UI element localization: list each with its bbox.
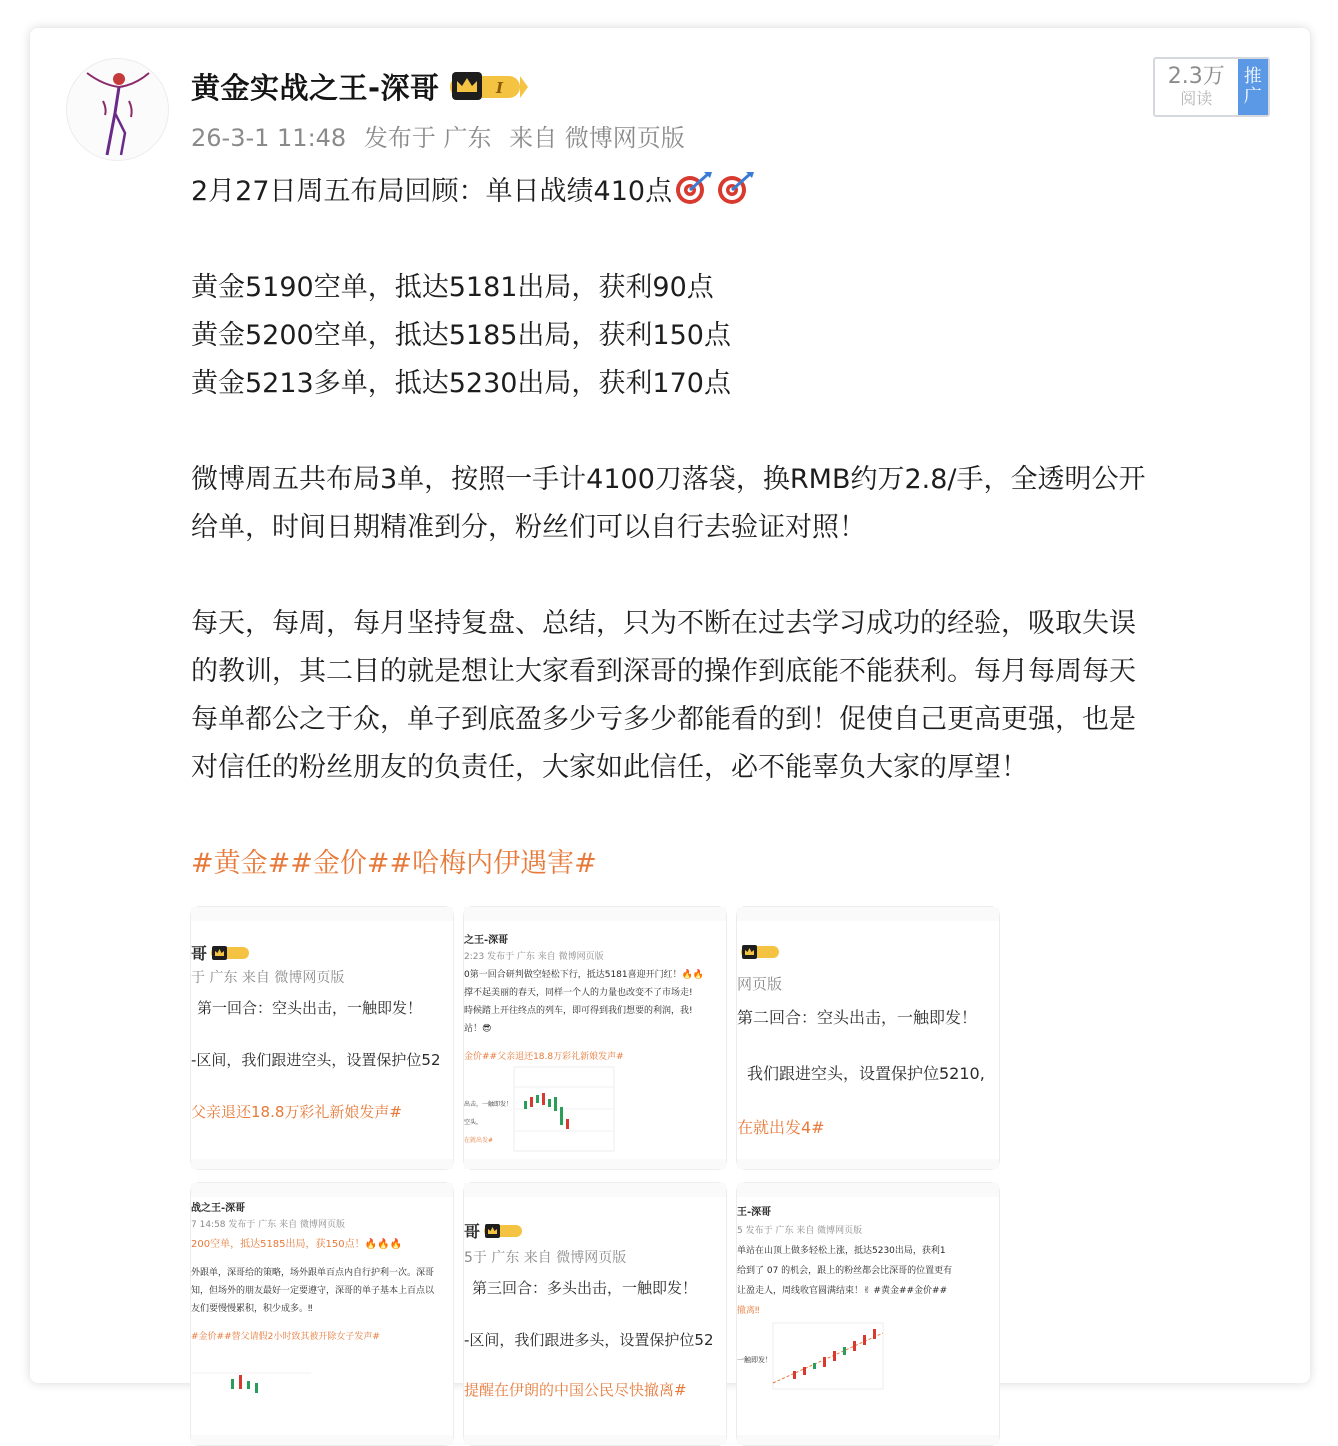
body-line: 微博周五共布局3单，按照一手计4100刀落袋，换RMB约万2.8/手，全透明公开	[191, 464, 1146, 495]
svg-text:I: I	[495, 79, 503, 97]
hashtag-links[interactable]: #黄金##金价##哈梅内伊遇害#	[191, 848, 597, 879]
body-line: 对信任的粉丝朋友的负责任，大家如此信任，必不能辜负大家的厚望！	[191, 752, 1028, 783]
vip-crown-badge-icon	[211, 945, 253, 961]
vip-crown-badge-icon	[484, 1223, 526, 1239]
author-name[interactable]: 黄金实战之王-深哥	[191, 70, 440, 105]
vip-crown-badge-icon	[741, 944, 783, 960]
image-thumbnail[interactable]: 之王-深哥 2:23 发布于 广东 来自 微博网页版 0第一回合研判做空轻松下行，抵达5181喜迎开门红！🔥🔥 撑不起美丽的春天，同样一个人的力量也改变不了市场走! 時候踏上开往终点的列车，即可得到我们想要的利润，我! 站！😎 金价##父亲退还18.8万彩礼新娘发声# 出击，一触即发！ 空头， 在就出发#	[463, 906, 727, 1170]
post-source: 来自 微博网页版	[509, 124, 685, 152]
body-line: 的教训，其二目的就是想让大家看到深哥的操作到底能不能获利。每月每周每天	[191, 656, 1136, 687]
image-thumbnail[interactable]: 哥 5于 广东 来自 微博网页版 第三回合：多头出击，一触即发！ -区间，我们跟进多头，设置保护位52 提醒在伊朗的中国公民尽快撤离#	[463, 1182, 727, 1446]
weibo-post-card	[30, 28, 1310, 1399]
read-count: 2.3万	[1167, 64, 1225, 89]
candlestick-chart-thumbnail	[514, 1067, 614, 1151]
dart-target-icon	[716, 170, 756, 206]
body-line: 黄金5190空单，抵达5181出局，获利90点	[191, 272, 714, 303]
body-line: 黄金5200空单，抵达5185出局，获利150点	[191, 320, 731, 351]
read-count-box	[1153, 57, 1270, 117]
promote-button[interactable]: 推 广	[1238, 59, 1268, 115]
author-row	[191, 66, 528, 106]
post-location: 发布于 广东	[363, 124, 492, 152]
post-timestamp[interactable]: 26-3-1 11:48	[191, 124, 347, 152]
image-thumbnail[interactable]: 战之王-深哥 7 14:58 发布于 广东 来自 微博网页版 200空单，抵达5185出局，获150点！🔥🔥🔥 外跟单，深哥给的策略，场外跟单百点内自行护利一次。深哥 知，但场外的朋友最好一定要遵守，深哥的单子基本上百点以 友们要慢慢累积，积少成多。‼ #金价##替父请假2小时致其被开除女子发声#	[190, 1182, 454, 1446]
image-thumbnail[interactable]: 网页版 第二回合：空头出击，一触即发！ 我们跟进空头，设置保护位5210, 在就出发4#	[736, 906, 1000, 1170]
body-line: 给单，时间日期精准到分，粉丝们可以自行去验证对照！	[191, 512, 866, 543]
candlestick-chart-thumbnail	[191, 1359, 311, 1399]
post-meta	[191, 118, 695, 153]
read-label: 阅读	[1180, 89, 1213, 108]
image-thumbnail[interactable]: 哥 于 广东 来自 微博网页版 第一回合：空头出击，一触即发！ -区间，我们跟进空头，设置保护位52 父亲退还18.8万彩礼新娘发声#	[190, 906, 454, 1170]
post-body	[191, 168, 1271, 888]
body-line: 2月27日周五布局回顾：单日战绩410点	[191, 168, 1271, 216]
body-line: 黄金5213多单，抵达5230出局，获利170点	[191, 368, 731, 399]
vip-crown-badge-icon[interactable]	[450, 70, 528, 102]
image-thumbnail[interactable]: 王-深哥 5 发布于 广东 来自 微博网页版 单站在山顶上做多轻松上涨，抵达5230出局，获利1 给到了 07 的机会，跟上的粉丝都会比深哥的位置更有 让盈走人，周线收官圆满结束！✌ #黄金##金价## 撤离‼ 一触即发！	[736, 1182, 1000, 1446]
body-line: 每单都公之于众，单子到底盈多少亏多少都能看的到！促使自己更高更强，也是	[191, 704, 1136, 735]
image-grid	[190, 906, 1002, 1399]
dart-target-icon	[674, 170, 714, 206]
candlestick-chart-thumbnail	[773, 1323, 883, 1389]
author-avatar[interactable]	[66, 58, 169, 161]
body-line: 每天，每周，每月坚持复盘、总结，只为不断在过去学习成功的经验，吸取失误	[191, 608, 1136, 639]
